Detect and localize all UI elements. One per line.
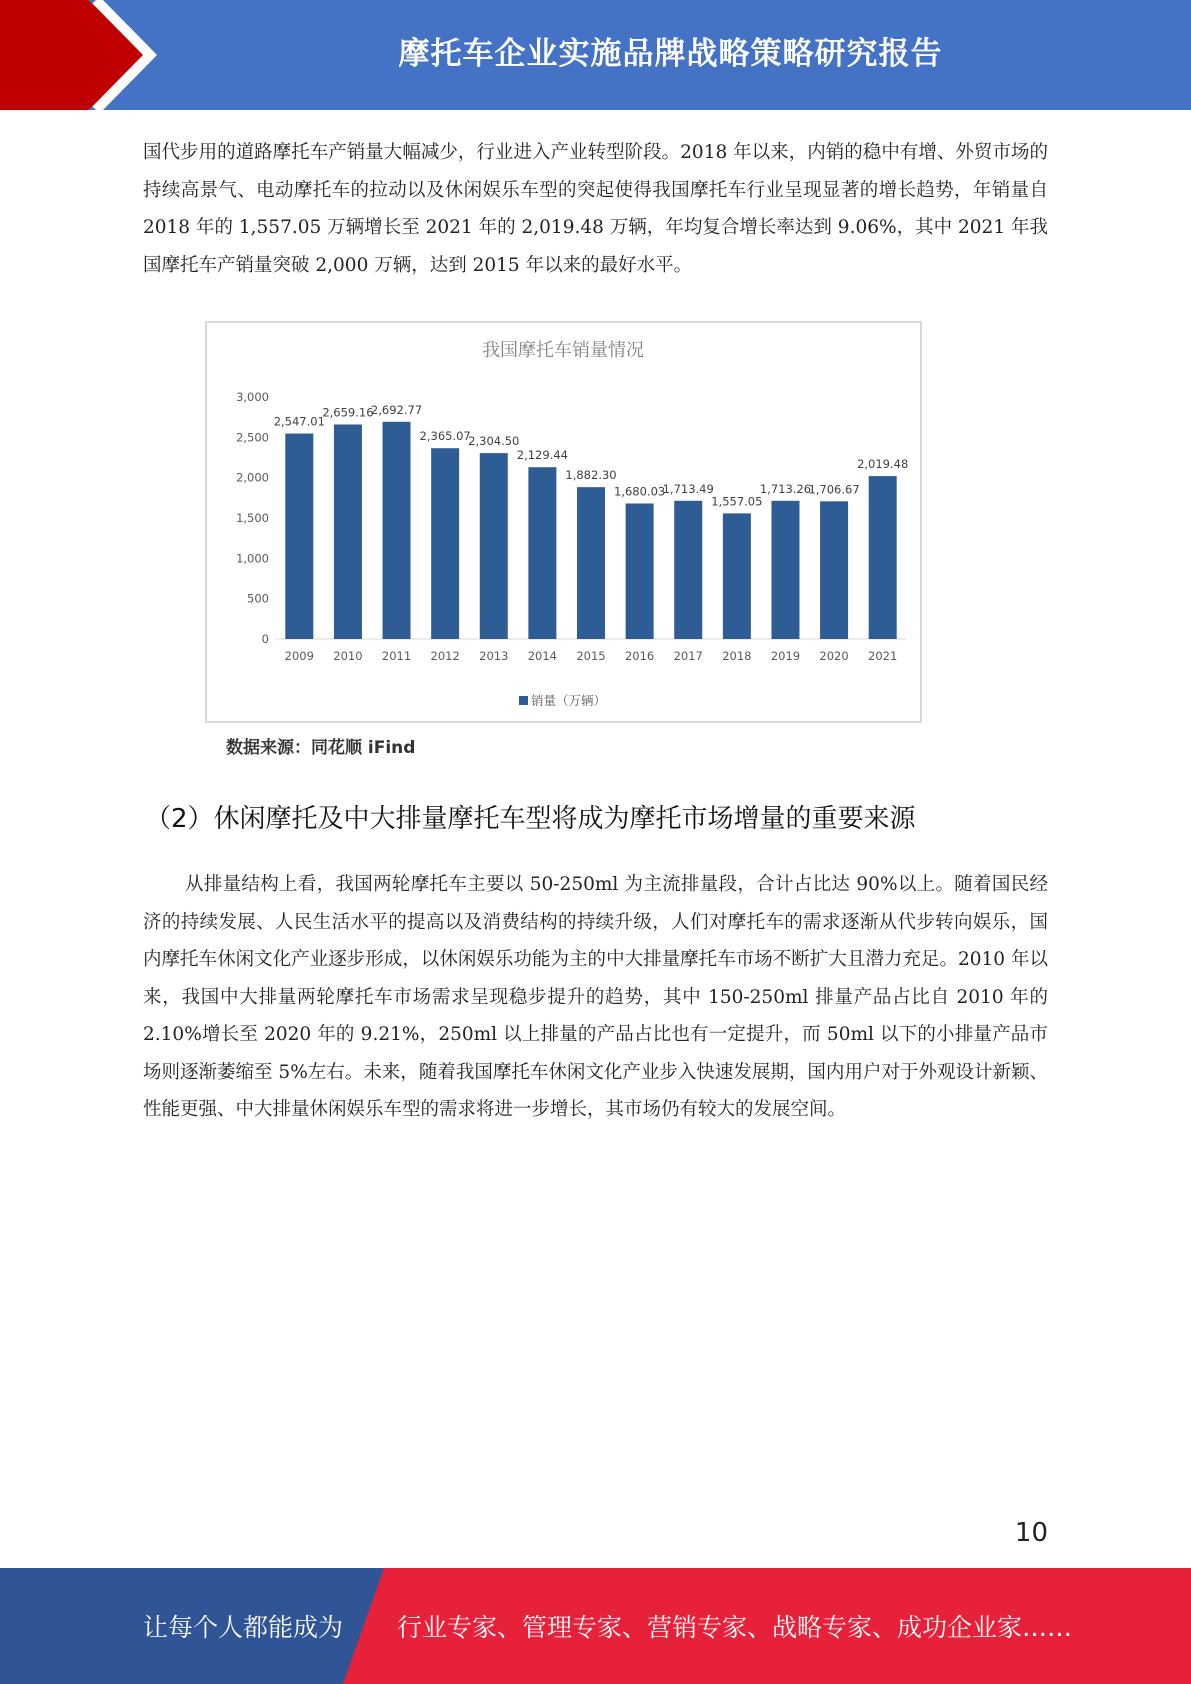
document-title: 摩托车企业实施品牌战略策略研究报告 [398, 35, 943, 72]
body-paragraph-2: 从排量结构上看，我国两轮摩托车主要以 50-250ml 为主流排量段，合计占比达 90%以上。随着国民经济的持续发展、人民生活水平的提高以及消费结构的持续升级，人们对摩托车的需求逐渐从代步转向娱乐，国内摩托车休闲文化产业逐步形成，以休闲娱乐功能为主的中大排量摩托车市场不断扩大且潜力充足。2010 年以来，我国中大排量两轮摩托车市场需求呈现稳步提升的趋势，其中 150-250ml 排量产品占比自 2010 年的 2.10%增长至 2020 年的 9.21%，250ml 以上排量的产品占比也有一定提升，而 50ml 以下的小排量产品市场则逐渐萎缩至 5%左右。未来，随着我国摩托车休闲文化产业步入快速发展期，国内用户对于外观设计新颖、性能更强、中大排量休闲娱乐车型的需求将进一步增长，其市场仍有较大的发展空间。 [143, 874, 1048, 1120]
bar [723, 513, 751, 639]
x-tick-label: 2015 [576, 649, 606, 663]
source-note: 数据来源：同花顺 iFind [226, 738, 416, 758]
footer-slogan-left: 让每个人都能成为 [143, 1613, 344, 1642]
bar [577, 487, 605, 639]
bar [771, 501, 799, 639]
y-tick-label: 3,000 [236, 390, 269, 404]
page-header [0, 0, 1191, 110]
y-tick-label: 1,500 [236, 511, 269, 525]
data-label: 1,706.67 [808, 482, 860, 497]
x-tick-label: 2020 [819, 649, 849, 663]
bar [334, 424, 362, 639]
page-footer [0, 1568, 1191, 1684]
y-tick-label: 2,000 [236, 470, 269, 485]
x-tick-label: 2017 [673, 649, 703, 663]
data-label: 2,129.44 [516, 448, 568, 463]
bar [820, 501, 848, 639]
data-label: 1,680.03 [614, 484, 666, 499]
data-label: 2,019.48 [857, 457, 909, 472]
section-heading: （2）休闲摩托及中大排量摩托车型将成为摩托市场增量的重要来源 [145, 804, 916, 834]
x-tick-label: 2009 [284, 649, 314, 663]
x-tick-label: 2018 [722, 649, 752, 663]
data-label: 2,304.50 [468, 434, 520, 449]
sales-chart [205, 321, 922, 723]
data-label: 2,692.77 [370, 402, 423, 417]
y-tick-label: 2,500 [236, 430, 269, 445]
x-tick-label: 2011 [381, 649, 412, 663]
legend-swatch [519, 696, 528, 705]
x-tick-label: 2021 [868, 649, 898, 663]
bar-chart-svg [207, 323, 920, 721]
x-tick-label: 2016 [624, 649, 655, 663]
bar [480, 453, 508, 639]
data-label: 1,713.49 [662, 481, 714, 496]
body-paragraph-1: 国代步用的道路摩托车产销量大幅减少，行业进入产业转型阶段。2018 年以来，内销的稳中有增、外贸市场的持续高景气、电动摩托车的拉动以及休闲娱乐车型的突起使得我国摩托车行业呈现显著的增长趋势，年销量自 2018 年的 1,557.05 万辆增长至 2021 年的 2,019.48 万辆，年均复合增长率达到 9.06%，其中 2021 年我国摩托车产销量突破 2,000 万辆，达到 2015 年以来的最好水平。 [143, 142, 1048, 276]
bar [869, 476, 897, 639]
bar [626, 503, 654, 639]
legend-label: 销量（万辆） [531, 693, 607, 708]
bar [285, 434, 313, 639]
bar [431, 448, 459, 639]
data-label: 2,365.07 [419, 429, 471, 444]
y-tick-label: 1,000 [236, 551, 269, 566]
data-label: 1,713.26 [759, 481, 812, 496]
data-label: 2,659.16 [322, 405, 374, 420]
x-tick-label: 2010 [333, 649, 363, 663]
bar [383, 422, 411, 639]
chart-title: 我国摩托车销量情况 [482, 340, 644, 361]
x-tick-label: 2013 [479, 649, 509, 663]
x-tick-label: 2014 [527, 649, 558, 663]
x-tick-label: 2012 [430, 649, 460, 663]
data-label: 1,557.05 [711, 494, 763, 509]
data-label: 1,882.30 [565, 468, 617, 483]
y-tick-label: 0 [261, 632, 269, 646]
y-tick-label: 500 [247, 591, 269, 606]
page-number: 10 [1014, 1518, 1048, 1548]
bar [674, 501, 702, 639]
bar [528, 467, 556, 639]
data-label: 2,547.01 [273, 414, 325, 429]
x-tick-label: 2019 [770, 649, 801, 663]
footer-slogan-right: 行业专家、管理专家、营销专家、战略专家、成功企业家…… [397, 1613, 1073, 1642]
